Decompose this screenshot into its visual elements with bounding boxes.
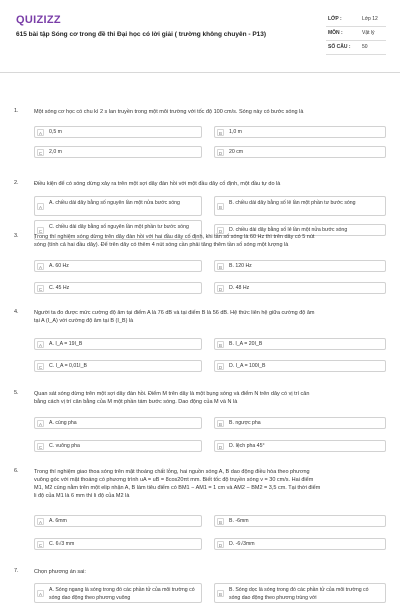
option-text: 20 cm [229, 149, 244, 155]
option-letter: C [38, 445, 43, 450]
option-letter: D [218, 543, 223, 548]
option-letter: A [38, 265, 42, 270]
meta-key: LỚP : [328, 16, 342, 22]
option-letter: B [218, 205, 222, 210]
option-text: A. cùng pha [49, 420, 77, 426]
option-a[interactable] [34, 196, 202, 216]
option-letter: B [218, 343, 222, 348]
option-letter: B [218, 592, 222, 597]
option-text: 2,0 m [49, 149, 62, 155]
option-text: D. -6√3mm [229, 541, 255, 547]
meta-row-count [326, 41, 386, 55]
option-a[interactable] [34, 260, 202, 272]
option-c[interactable] [34, 440, 202, 452]
option-b[interactable] [214, 126, 386, 138]
question-text [34, 390, 386, 406]
option-letter: B [218, 422, 222, 427]
meta-row-class [326, 13, 386, 27]
question-text [34, 309, 386, 325]
option-letter: D [218, 365, 223, 370]
question-number: 3. [14, 233, 19, 239]
worksheet-header [0, 0, 400, 60]
option-b[interactable] [214, 260, 386, 272]
option-d[interactable] [214, 440, 386, 452]
option-text: D. 48 Hz [229, 285, 250, 291]
option-d[interactable] [214, 282, 386, 294]
question-text [34, 233, 386, 249]
option-text: A. chiều dài dây bằng số nguyên lần một nửa bước sóng [49, 200, 180, 206]
question-text-line: Trong thí nghiệm sóng dừng trên dây đàn hồi với hai đầu dây cố định, khi tần số sóng là 60 Hz thì trên dây có 5 nút [34, 234, 315, 240]
option-text: B. Sóng dọc là sóng trong đó các phần tử của môi trường có sóng dao động theo phương trùng với [229, 587, 369, 601]
quizizz-logo: QUIZIZZ [16, 14, 61, 26]
option-text: 1,0 m [229, 129, 242, 135]
option-text: B. I_A = 20I_B [229, 341, 263, 347]
question-text-line: Trong thí nghiệm giao thoa sóng trên mặt thoáng chất lỏng, hai nguồn sóng A, B dao động điều hòa theo phương [34, 469, 310, 475]
question-text [34, 468, 386, 500]
meta-row-subject [326, 27, 386, 41]
option-text: D. chiều dài dây bằng số lẻ lần một nửa bước sóng [229, 227, 348, 233]
option-d[interactable] [214, 538, 386, 550]
option-letter: D [218, 287, 223, 292]
option-letter: A [38, 343, 42, 348]
question-text-line: bằng cách vị trí cân bằng của M một phần tám bước sóng. Dao động của M và N là [34, 399, 238, 405]
option-text: D. lệch pha 45° [229, 443, 265, 449]
question-number: 6. [14, 468, 19, 474]
option-b[interactable] [214, 196, 386, 216]
option-letter: C [38, 287, 43, 292]
option-b[interactable] [214, 515, 386, 527]
option-letter: D [218, 445, 223, 450]
option-text: C. chiều dài dây bằng số nguyên lần một phần tư bước sóng [49, 224, 189, 230]
option-letter: C [38, 151, 43, 156]
option-text: A. 6mm [49, 518, 67, 524]
question-text-line: sóng (tính cả hai đầu dây). Để trên dây có thêm 4 nút sóng cần phải tăng thêm tần số sóng một lượng là [34, 242, 289, 248]
option-a[interactable] [34, 126, 202, 138]
option-text: C. vuông pha [49, 443, 80, 449]
question-number: 5. [14, 390, 19, 396]
option-letter: A [38, 131, 42, 136]
option-text: B. ngược pha [229, 420, 261, 426]
question-number: 1. [14, 108, 19, 114]
question-text-line: tại A (I_A) với cường độ âm tại B (I_B) là [34, 318, 134, 324]
option-text: C. 45 Hz [49, 285, 70, 291]
option-letter: C [38, 229, 43, 234]
question-text: Chọn phương án sai: [34, 569, 86, 575]
option-text: 0,5 m [49, 129, 62, 135]
option-d[interactable] [214, 146, 386, 158]
worksheet-meta [326, 13, 386, 55]
option-letter: A [38, 205, 42, 210]
meta-key: SỐ CÂU : [328, 44, 351, 50]
option-a[interactable] [34, 515, 202, 527]
header-divider [0, 72, 400, 73]
option-text: A. 60 Hz [49, 263, 69, 269]
option-c[interactable] [34, 538, 202, 550]
question-text-line: li độ của M1 là 6 mm thì li độ của M2 là [34, 493, 130, 499]
option-a[interactable] [34, 583, 202, 603]
question-text: Điều kiện để có sóng dừng xảy ra trên một sợi dây đàn hồi với một đầu dây cố định, một đầu tự do là [34, 181, 281, 187]
option-d[interactable] [214, 360, 386, 372]
meta-key: MÔN : [328, 30, 343, 36]
option-a[interactable] [34, 338, 202, 350]
question-text-line: vuông góc với mặt thoáng có phương trình uA = uB = 8cos20πt mm. Biết tốc độ truyền sóng v = 30 cm/s. Hai điểm [34, 477, 314, 483]
option-letter: B [218, 520, 222, 525]
option-text: A. Sóng ngang là sóng trong đó các phần tử của môi trường có sóng dao động theo phương vuông [49, 587, 195, 601]
worksheet-title: 615 bài tập Sóng cơ trong đề thi Đại học có lời giải ( trường không chuyên - P13) [16, 31, 267, 38]
option-letter: C [38, 543, 43, 548]
option-c[interactable] [34, 282, 202, 294]
question-number: 2. [14, 180, 19, 186]
option-text: C. 6√3 mm [49, 541, 75, 547]
option-b[interactable] [214, 417, 386, 429]
meta-value: Vật lý [362, 30, 375, 36]
option-letter: A [38, 592, 42, 597]
option-text: B. 120 Hz [229, 263, 252, 269]
option-letter: B [218, 131, 222, 136]
option-b[interactable] [214, 583, 386, 603]
question-text-line: M1, M2 cùng nằm trên một elip nhận A, B làm tiêu điểm có BM1 − AM1 = 1 cm và AM2 − BM2 = 3,5 cm. Tại thời điểm [34, 485, 321, 491]
question-text: Một sóng cơ học có chu kì 2 s lan truyền trong một môi trường với tốc độ 100 cm/s. Sóng này có bước sóng là [34, 109, 304, 115]
option-text: C. I_A = 0,01I_B [49, 363, 87, 369]
option-letter: A [38, 520, 42, 525]
option-text: D. I_A = 100I_B [229, 363, 266, 369]
option-text: B. chiều dài dây bằng số lẻ lần một phần tư bước sóng [229, 200, 356, 206]
option-text: B. -6mm [229, 518, 249, 524]
option-text: A. I_A = 19I_B [49, 341, 83, 347]
question-number: 7. [14, 568, 19, 574]
question-text-line: Người ta đo được mức cường độ âm tại điểm A là 76 dB và tại điểm B là 56 dB. Hệ thức liên hệ giữa cường độ âm [34, 310, 315, 316]
option-a[interactable] [34, 417, 202, 429]
meta-value: 50 [362, 44, 368, 50]
option-letter: C [38, 365, 43, 370]
question-text-line: Quan sát sóng dừng trên một sợi dây đàn hồi. Điểm M trên dây là một bụng sóng và điểm N trên dây có vị trí cân [34, 391, 310, 397]
meta-value: Lớp 12 [362, 16, 378, 22]
option-c[interactable] [34, 360, 202, 372]
option-c[interactable] [34, 146, 202, 158]
option-letter: D [218, 229, 223, 234]
option-b[interactable] [214, 338, 386, 350]
option-letter: A [38, 422, 42, 427]
option-letter: B [218, 265, 222, 270]
question-number: 4. [14, 309, 19, 315]
option-letter: D [218, 151, 223, 156]
